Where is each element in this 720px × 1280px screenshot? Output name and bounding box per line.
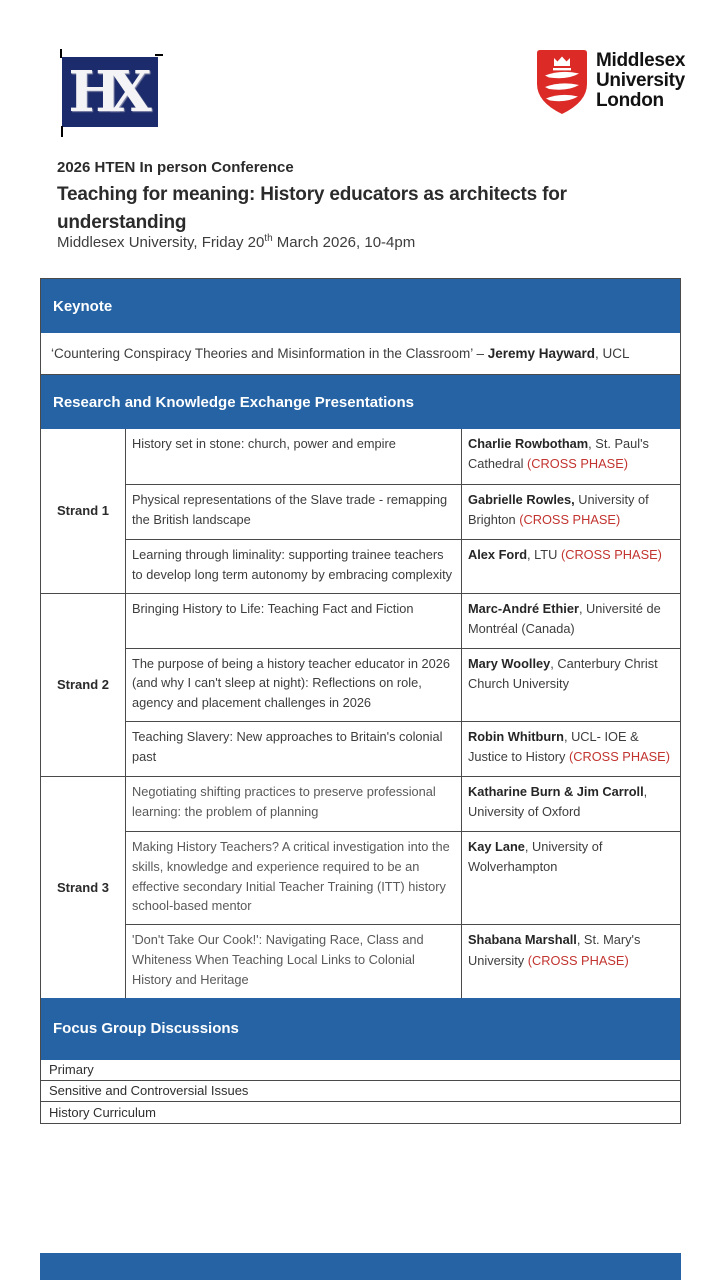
presentation-title: Negotiating shifting practices to preserve professional learning: the problem of planning	[126, 777, 462, 832]
hx-logo-letters: HX	[68, 59, 139, 125]
date-suffix: March 2026, 10-4pm	[272, 234, 416, 251]
focus-group-item: History Curriculum	[41, 1102, 680, 1123]
keynote-entry	[41, 333, 680, 375]
next-section-band-cutoff	[40, 1253, 681, 1280]
strand-1-block	[41, 429, 680, 593]
strand-3-label: Strand 3	[41, 777, 126, 998]
conference-kicker: 2026 HTEN In person Conference	[57, 159, 294, 176]
date-prefix: Middlesex University, Friday 20	[57, 234, 265, 251]
cross-phase-tag: (CROSS PHASE)	[568, 749, 670, 765]
presentation-title: The purpose of being a history teacher educator in 2026 (and why I can't sleep at night): Reflections on role, agency and placement challenges in 2026	[126, 649, 462, 722]
conference-title: Teaching for meaning: History educators as architects for understanding	[57, 184, 567, 233]
cross-phase-tag: (CROSS PHASE)	[519, 512, 621, 528]
presentation-presenter: Kay Lane, University of Wolverhampton	[462, 832, 680, 925]
hx-logo-crop-mark	[155, 54, 163, 56]
middlesex-university-logo	[537, 50, 685, 114]
hten-hx-logo	[62, 57, 158, 127]
presentation-presenter: Alex Ford, LTU (CROSS PHASE)	[468, 546, 662, 562]
strand-2-label: Strand 2	[41, 594, 126, 776]
presentation-title: 'Don't Take Our Cook!': Navigating Race, Class and Whiteness When Teaching Local Links to Colonial History and Heritage	[126, 925, 462, 997]
cross-phase-tag: (CROSS PHASE)	[527, 952, 629, 968]
programme-table	[40, 278, 681, 1124]
presentation-presenter: Robin Whitburn, UCL- IOE & Justice to History (CROSS PHASE)	[468, 729, 670, 765]
keynote-entry-text: ‘Countering Conspiracy Theories and Misinformation in the Classroom’ – Jeremy Hayward, UCL	[51, 346, 630, 361]
strand-2-block	[41, 594, 680, 776]
presentation-title: Making History Teachers? A critical investigation into the skills, knowledge and experience required to be an effective secondary Initial Teacher Training (ITT) history school-based mentor	[126, 832, 462, 925]
hx-logo-crop-mark	[60, 49, 62, 58]
presentation-presenter: Marc-André Ethier, Université de Montréal (Canada)	[462, 594, 680, 649]
presentation-title: History set in stone: church, power and empire	[126, 429, 462, 485]
middlesex-word-2: University	[596, 70, 685, 91]
cross-phase-tag: (CROSS PHASE)	[560, 546, 662, 562]
focus-group-item: Sensitive and Controversial Issues	[41, 1081, 680, 1102]
date-ordinal: th	[264, 233, 273, 244]
presentation-title: Bringing History to Life: Teaching Fact and Fiction	[126, 594, 462, 649]
strand-1-label: Strand 1	[41, 429, 126, 593]
focus-group-section-header: Focus Group Discussions	[41, 998, 680, 1060]
strand-3-block	[41, 777, 680, 998]
middlesex-wordmark	[596, 50, 685, 111]
presentation-presenter: Charlie Rowbotham, St. Paul's Cathedral (CROSS PHASE)	[462, 429, 680, 485]
focus-group-item: Primary	[41, 1060, 680, 1081]
middlesex-word-3: London	[596, 90, 664, 111]
middlesex-shield-icon	[537, 50, 587, 114]
keynote-section-header: Keynote	[41, 279, 680, 333]
middlesex-word-1: Middlesex	[596, 50, 686, 71]
presentation-title: Teaching Slavery: New approaches to Britain's colonial past	[126, 722, 462, 776]
keynote-speaker: Jeremy Hayward	[487, 346, 596, 361]
presentation-presenter: Katharine Burn & Jim Carroll, University of Oxford	[462, 777, 680, 832]
conference-date-venue	[57, 233, 415, 251]
cross-phase-tag: (CROSS PHASE)	[527, 456, 629, 472]
presentation-presenter: Gabrielle Rowles, University of Brighton (CROSS PHASE)	[462, 485, 680, 540]
presentation-presenter: Mary Woolley, Canterbury Christ Church University	[462, 649, 680, 722]
presentation-title: Physical representations of the Slave trade - remapping the British landscape	[126, 485, 462, 540]
presentation-title: Learning through liminality: supporting trainee teachers to develop long term autonomy by embracing complexity	[126, 540, 462, 593]
rke-section-header: Research and Knowledge Exchange Presentations	[41, 375, 680, 429]
presentation-presenter: Shabana Marshall, St. Mary's University (CROSS PHASE)	[468, 932, 641, 968]
hx-logo-crop-mark	[61, 126, 63, 137]
